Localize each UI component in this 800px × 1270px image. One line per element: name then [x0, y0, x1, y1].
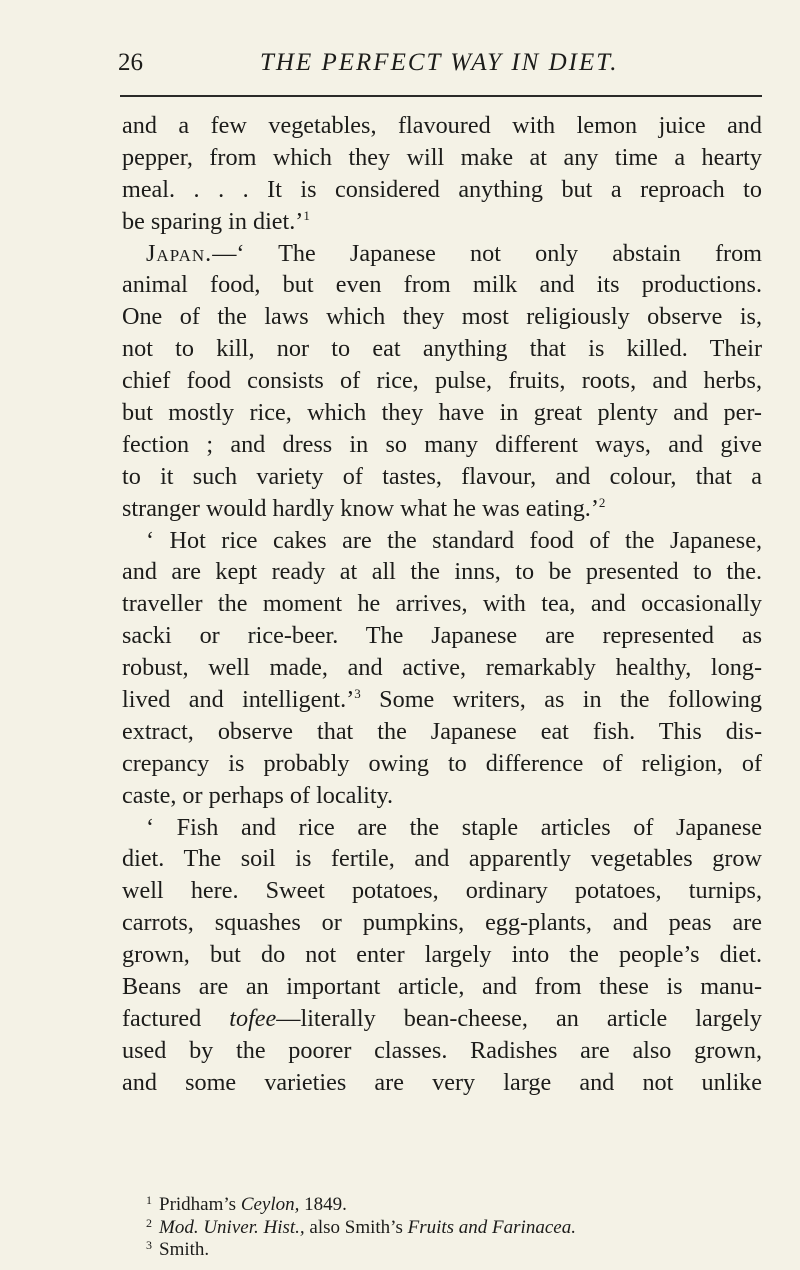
text-line: stranger would hardly know what he was eating.’$^2$ [122, 494, 606, 522]
text-line: ‘ Hot rice cakes are the standard food of the Japanese, [146, 526, 762, 554]
text-line: not to kill, nor to eat anything that is killed. Their [122, 335, 762, 363]
text-line: used by the poorer classes. Radishes are also grown, [122, 1036, 762, 1064]
text-line: and a few vegetables, flavoured with lemon juice and [122, 112, 762, 139]
footnote: $^2$ Mod. Univer. Hist., also Smith’s Fruits and Farinacea. [146, 1215, 576, 1238]
text-line: sacki or rice-beer. The Japanese are represented as [122, 622, 762, 650]
text-line: to it such variety of tastes, flavour, and colour, that a [122, 462, 762, 490]
body-text [122, 110, 762, 1099]
text-line: and are kept ready at all the inns, to be presented to the. [122, 558, 762, 586]
text-line: chief food consists of rice, pulse, fruits, roots, and herbs, [122, 367, 762, 395]
text-line: grown, but do not enter largely into the people’s diet. [122, 941, 762, 969]
text-line: well here. Sweet potatoes, ordinary potatoes, turnips, [122, 877, 762, 905]
text-line: meal. . . . It is considered anything but a reproach to [122, 175, 762, 203]
text-line: caste, or perhaps of locality. [122, 781, 394, 809]
footnote: $^3$ Smith. [146, 1238, 210, 1260]
text-line: robust, well made, and active, remarkably healthy, long- [122, 654, 762, 682]
text-line: diet. The soil is fertile, and apparently vegetables grow [122, 845, 762, 873]
text-line: One of the laws which they most religiously observe is, [122, 303, 762, 331]
text-line: factured tofee—literally bean-cheese, an article largely [122, 1004, 762, 1032]
text-line: ‘ Fish and rice are the staple articles of Japanese [146, 813, 762, 841]
text-line: extract, observe that the Japanese eat fish. This dis- [122, 717, 762, 745]
text-line: carrots, squashes or pumpkins, egg-plants, and peas are [122, 909, 762, 937]
text-line: crepancy is probably owing to difference of religion, of [122, 749, 762, 777]
text-line: animal food, but even from milk and its productions. [122, 271, 762, 299]
text-line: lived and intelligent.’$^3$ Some writers, as in the following [122, 686, 762, 714]
text-line: Japan.—‘ The Japanese not only abstain from [146, 239, 762, 267]
text-line: fection ; and dress in so many different ways, and give [122, 430, 762, 458]
header-rule [120, 95, 762, 97]
footnote-ref: 3 [354, 686, 361, 702]
text-line: but mostly rice, which they have in great plenty and per- [122, 399, 762, 427]
footnotes [146, 1194, 746, 1262]
footnote: $^1$ Pridham’s Ceylon, 1849. [146, 1193, 347, 1215]
footnote-ref: 1 [303, 207, 310, 223]
running-title: THE PERFECT WAY IN DIET. [260, 49, 619, 76]
text-line: traveller the moment he arrives, with tea, and occasionally [122, 590, 762, 618]
page-number: 26 [118, 49, 143, 76]
text-line: and some varieties are very large and not unlike [122, 1068, 762, 1096]
section-label: Japan. [146, 239, 213, 267]
text-line: Beans are an important article, and from these is manu- [122, 973, 762, 1001]
footnote-ref: 2 [598, 494, 606, 510]
text-line: be sparing in diet.’$^1$ [122, 207, 310, 235]
italic-term: tofee [229, 1004, 277, 1032]
text-line: pepper, from which they will make at any time a hearty [122, 143, 762, 171]
page-header [118, 48, 764, 82]
